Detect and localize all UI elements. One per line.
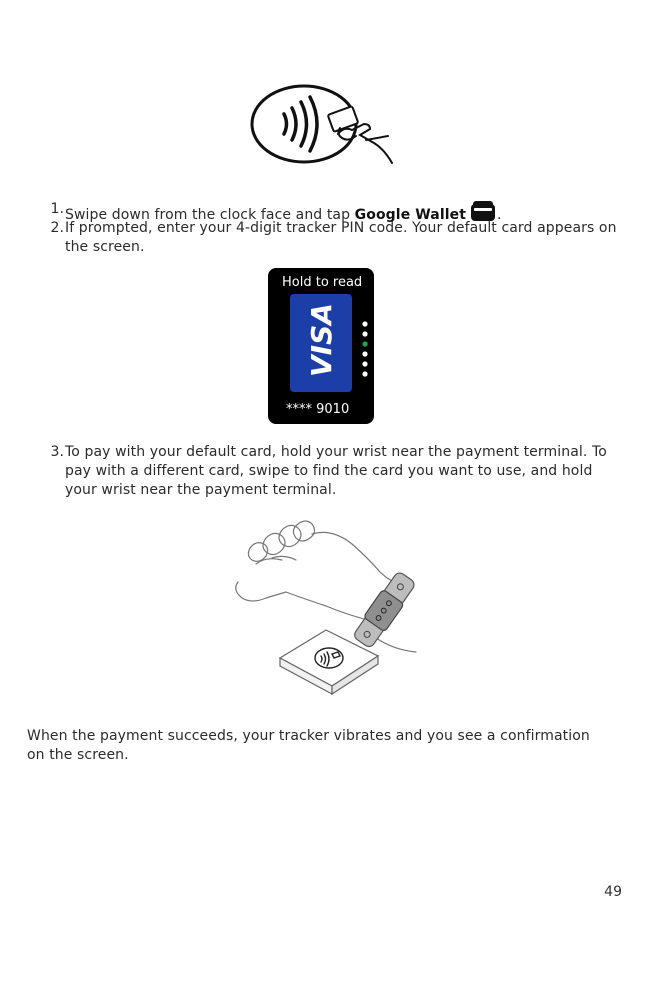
confirmation-paragraph: When the payment succeeds, your tracker vibrates and you see a confirmation on the screen. xyxy=(27,728,590,763)
watch-screen-header: Hold to read xyxy=(282,275,363,290)
page-dot xyxy=(362,371,367,376)
wrist-payment-illustration xyxy=(228,512,424,704)
step-number: 2. xyxy=(50,220,64,236)
contactless-payment-icon xyxy=(248,82,396,166)
page-dot-active xyxy=(362,341,367,346)
google-wallet-label: Google Wallet xyxy=(354,207,467,223)
page-dot xyxy=(362,331,367,336)
step-number: 3. xyxy=(50,444,64,460)
page-dot xyxy=(362,361,367,366)
step-2 xyxy=(40,219,620,259)
step-number: 1. xyxy=(50,201,64,217)
page-dot xyxy=(362,321,367,326)
page-dot xyxy=(362,351,367,356)
card-brand: VISA xyxy=(305,303,338,377)
step-text: Swipe down from the clock face and tap Google Wallet . xyxy=(65,200,620,225)
step-text: If prompted, enter your 4-digit tracker PIN code. Your default card appears on the screen. xyxy=(65,220,617,255)
watch-screen xyxy=(268,268,374,424)
card-number: **** 9010 xyxy=(286,402,350,417)
step-3 xyxy=(40,443,620,503)
page-number: 49 xyxy=(604,884,622,900)
step-text: To pay with your default card, hold your wrist near the payment terminal. To pay with a different card, swipe to find the card you want to use, and hold your wrist near the payment terminal. xyxy=(65,444,607,498)
